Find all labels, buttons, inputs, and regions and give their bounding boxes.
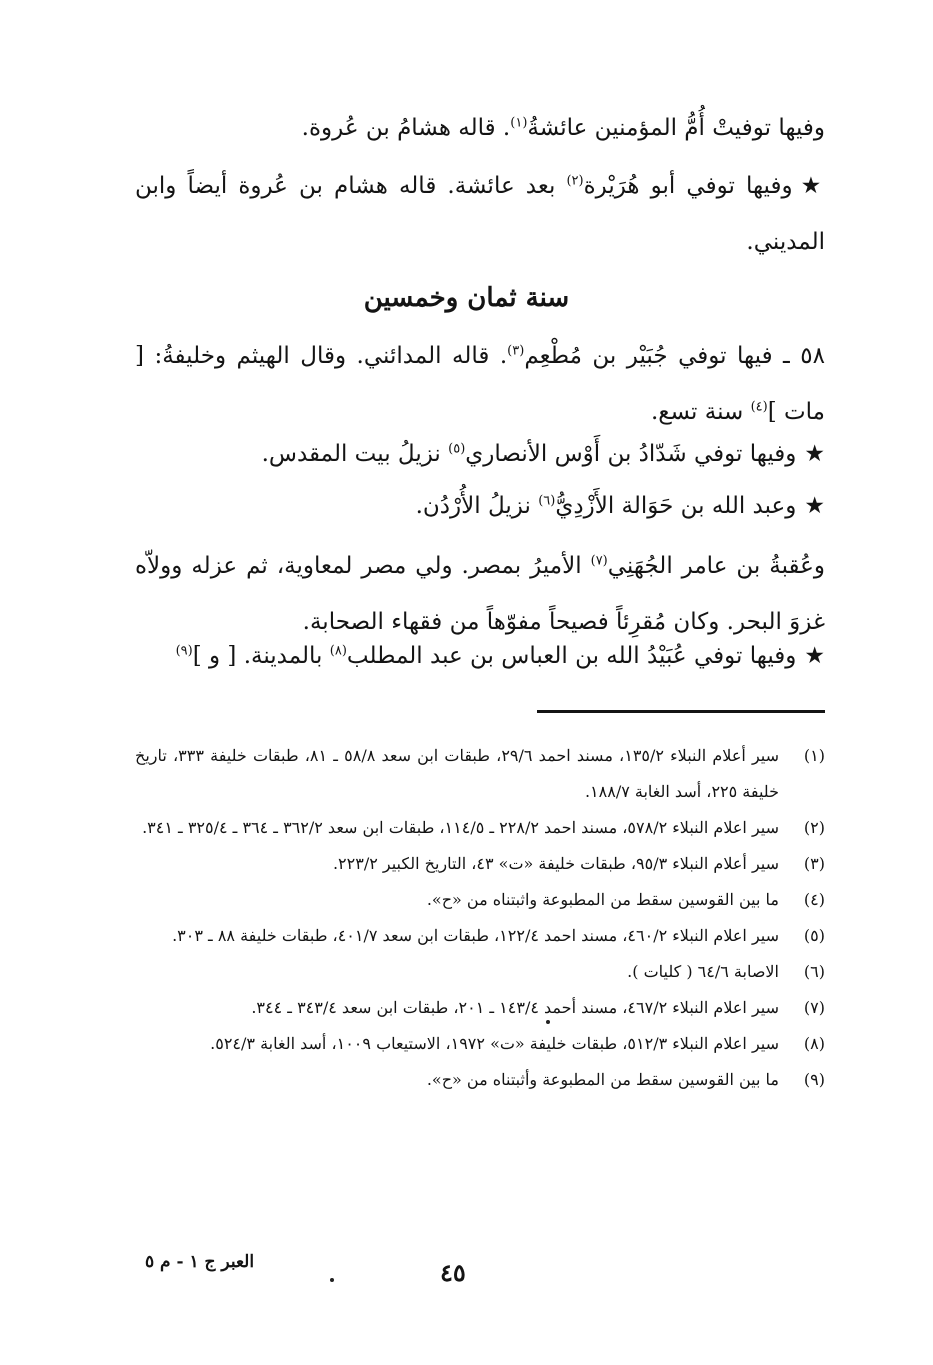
paragraph-text: نزيلُ الأُرْدُن. [415,493,539,519]
footnote-item [135,810,825,846]
footnote-item [135,882,825,918]
paragraph-abdullah-hawala [135,480,825,532]
paragraph-text: سنة تسع. [650,399,751,425]
paragraph-text: وعبد الله بن حَوَالة الأَزْدِيُّ [555,493,797,519]
footnote-number: (٣) [803,854,825,873]
footnote-ref: (٤) [750,399,768,415]
paragraph-text: وفيها توفي عُبَيْدُ الله بن العباس بن عبد المطلب [346,643,797,669]
star-icon: ★ [804,493,825,519]
scan-speck [330,1278,334,1282]
footnote-item [135,1062,825,1098]
signature-mark: العبر ج ١ - م ٥ [145,1252,255,1272]
footnote-ref: (٩) [175,643,193,659]
footnote-text: سير اعلام النبلاء ٤٦٧/٢، مسند أحمد ١٤٣/٤ ـ ٢٠١، طبقات ابن سعد ٣٤٣/٤ ـ ٣٤٤. [251,998,779,1017]
star-icon: ★ [804,643,825,669]
paragraph-text: نزيلُ بيت المقدس. [261,441,449,467]
paragraph-shaddad [135,428,825,480]
paragraph-text: بعد عائشة. قاله هشام بن عُروة أيضاً وابن المديني. [135,173,825,255]
footnote-ref: (١) [510,115,528,131]
paragraph-jubayr [135,328,825,440]
footnote-text: سير اعلام النبلاء ٥١٢/٣، طبقات خليفة «ت» ١٩٧٢، الاستيعاب ١٠٠٩، أسد الغابة ٥٢٤/٣. [210,1034,779,1053]
footnote-number: (٨) [803,1034,825,1053]
footnote-text: سير أعلام النبلاء ١٣٥/٢، مسند احمد ٢٩/٦، طبقات ابن سعد ٥٨/٨ ـ ٨١، طبقات خليفة ٣٣٣، تاريخ خليفة ٢٢٥، أسد الغابة ١٨٨/٧. [135,746,780,801]
footnote-text: ما بين القوسين سقط من المطبوعة واثبتناه من «ح». [426,890,779,909]
footnote-number: (٩) [803,1070,825,1089]
paragraph-text: الأميرُ بمصر. ولي مصر لمعاوية، ثم عزله وولاّه غزوَ البحر. وكان مُقرِئاً فصيحاً مفوّهاً من فقهاء الصحابة. [135,553,825,635]
footnote-text: سير أعلام النبلاء ٩٥/٣، طبقات خليفة «ت» ٤٣، التاريخ الكبير ٢٢٣/٢. [332,854,779,873]
paragraph-text: بالمدينة. [ و ] [192,643,330,669]
footnote-text: الاصابة ٦٤/٦ ( كليات ). [627,962,779,981]
footnote-text: ما بين القوسين سقط من المطبوعة وأثبتناه من «ح». [426,1070,779,1089]
footnote-number: (٧) [803,998,825,1017]
footnote-item [135,918,825,954]
footnote-number: (٥) [803,926,825,945]
paragraph-text: . قاله المدائني. وقال الهيثم وخليفةُ: [ مات ] [135,343,825,425]
footnote-number: (٦) [803,962,825,981]
footnote-item [135,954,825,990]
paragraph-text: ٥٨ ـ فيها توفي جُبَيْر بن مُطْعِم [524,343,826,369]
footnote-item [135,738,825,810]
footnote-text: سير اعلام النبلاء ٤٦٠/٢، مسند احمد ١٢٢/٤، طبقات ابن سعد ٤٠١/٧، طبقات خليفة ٨٨ ـ ٣٠٣. [172,926,779,945]
footnote-number: (١) [803,746,825,765]
footnote-number: (٤) [803,890,825,909]
footnote-item [135,846,825,882]
footnote-text: سير اعلام النبلاء ٥٧٨/٢، مسند احمد ٢٢٨/٢ ـ ١١٤/٥، طبقات ابن سعد ٣٦٢/٢ ـ ٣٦٤ ـ ٣٢٥/٤ ـ ٣٤١. [142,818,779,837]
footnote-item [135,1026,825,1062]
paragraph-text: وفيها توفيتْ أُمُّ المؤمنين عائشةُ [527,115,825,141]
footnote-ref: (٨) [329,643,347,659]
footnote-ref: (٥) [448,441,466,457]
paragraph-ubaydullah [135,628,825,684]
paragraph-text: . قاله هشامُ بن عُروة. [301,115,511,141]
section-heading: سنة ثمان وخمسين [363,283,570,313]
paragraph-text: وعُقبةُ بن عامر الجُهَنِي [607,553,825,579]
footnote-ref: (٦) [538,493,556,509]
star-icon: ★ [800,173,825,199]
scan-speck [546,1020,550,1024]
footnote-separator [537,710,825,713]
paragraph-text: وفيها توفي أبو هُرَيْرة [583,173,793,199]
footnote-ref: (٢) [566,173,584,189]
paragraph-aisha [135,100,825,156]
footnote-item [135,990,825,1026]
footnote-number: (٢) [803,818,825,837]
footnote-ref: (٧) [590,553,608,569]
page-number: ٤٥ [440,1258,466,1287]
paragraph-text: وفيها توفي شَدّادُ بن أَوْس الأنصاري [465,441,797,467]
star-icon: ★ [804,441,825,467]
footnote-ref: (٣) [507,343,525,359]
footnotes [135,738,825,1098]
paragraph-abu-hurayra [135,158,825,270]
